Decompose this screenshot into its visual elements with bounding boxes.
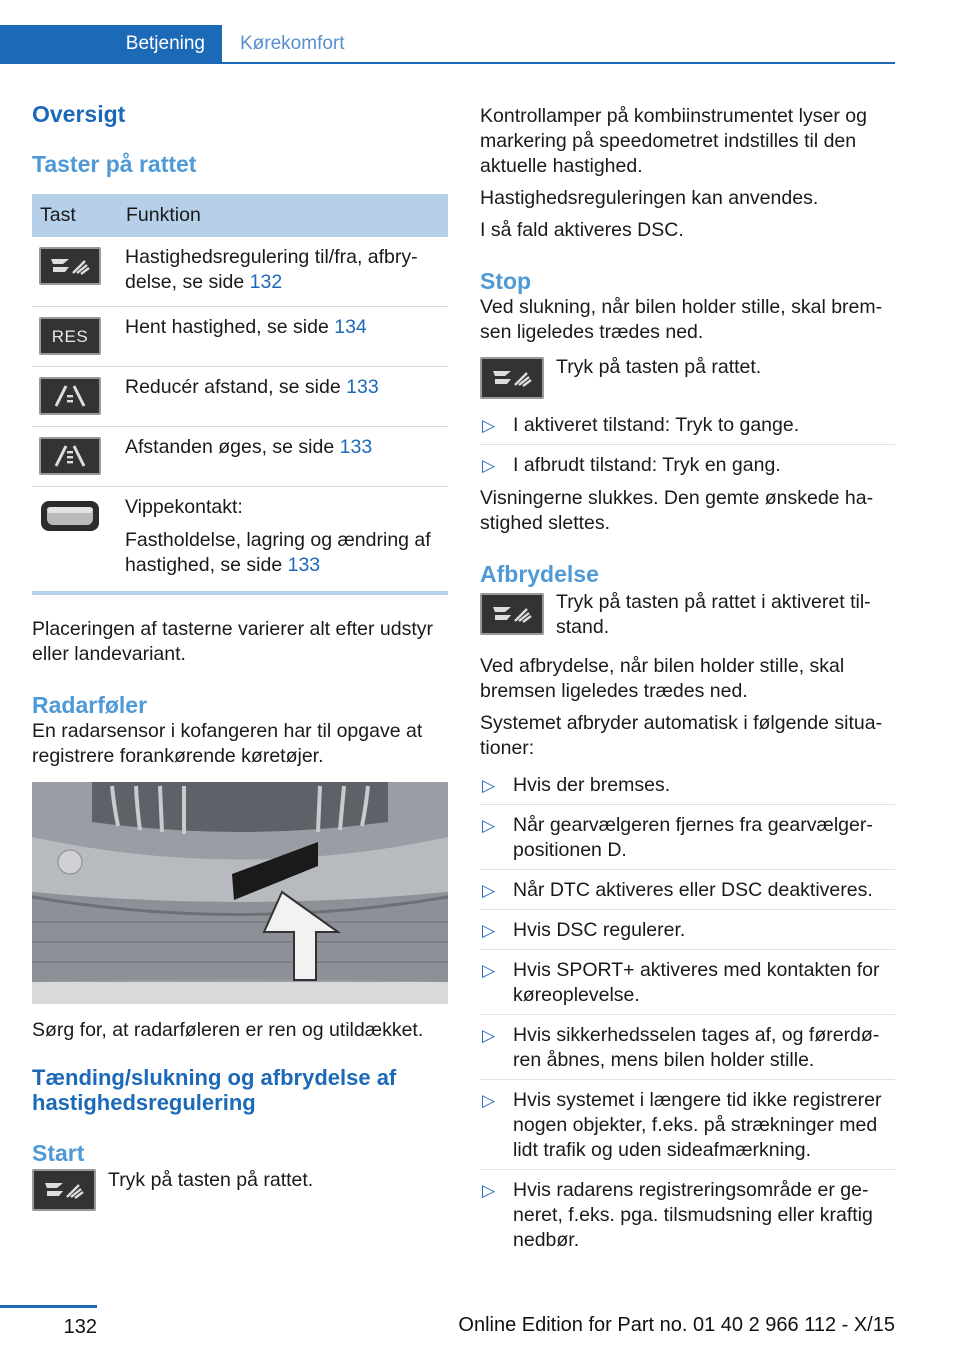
- tab-korekomfort[interactable]: Kørekomfort: [240, 33, 345, 54]
- res-key-icon: [39, 317, 101, 355]
- interrupt-text-2: Systemet afbryder automatisk i følgende situa-tioner:: [480, 712, 883, 759]
- list-item: ▷ Hvis der bremses.: [480, 773, 895, 805]
- auto-interrupt-list: [480, 773, 895, 1259]
- increase-distance-icon: [39, 437, 101, 475]
- stop-after-text: Visningerne slukkes. Den gemte ønskede ha-stighed slettes.: [480, 487, 874, 534]
- list-item: ▷ Når DTC aktiveres eller DSC deaktiveres.: [480, 878, 895, 910]
- heading-stop: Stop: [480, 268, 532, 294]
- heading-start: Start: [32, 1140, 85, 1166]
- interrupt-text-1: Ved afbrydelse, når bilen holder stille, skal bremsen ligeledes trædes ned.: [480, 655, 845, 702]
- row-text: Hent hastighed, se side: [125, 316, 335, 338]
- cruise-control-onoff-icon: [32, 1169, 96, 1211]
- heading-interrupt: Afbrydelse: [480, 561, 599, 587]
- res-key-label: RES: [51, 326, 89, 346]
- interrupt-icon-text: Tryk på tasten på rattet i aktiveret til-stand.: [556, 591, 871, 638]
- heading-section: Tænding/slukning og afbrydelse af hastighedsregulering: [32, 1065, 397, 1115]
- row-text: Reducér afstand, se side: [125, 376, 347, 398]
- triangle-bullet-icon: ▷: [482, 1181, 496, 1200]
- list-item: ▷ Hvis radarens registreringsområde er ge-neret, f.eks. pga. tilsmudsning eller kraftig nedbør.: [482, 1179, 873, 1251]
- heading-keys: Taster på rattet: [32, 151, 197, 177]
- cruise-control-onoff-icon: [480, 593, 544, 635]
- radar-sensor-image: [32, 782, 448, 1004]
- triangle-bullet-icon: ▷: [482, 1026, 496, 1045]
- list-item: ▷ Hvis DSC regulerer.: [480, 918, 895, 950]
- row-title: Vippekontakt:: [125, 496, 243, 518]
- table-row: [32, 427, 448, 487]
- table-row: [32, 487, 448, 594]
- triangle-bullet-icon: ▷: [482, 881, 496, 900]
- edition-footer: Online Edition for Part no. 01 40 2 966 112 - X/15: [458, 1314, 895, 1336]
- start-row: [32, 1168, 448, 1211]
- placement-note: Placeringen af tasterne varierer alt efter udstyr eller landevariant.: [32, 618, 434, 665]
- triangle-bullet-icon: ▷: [482, 921, 496, 940]
- table-row: [32, 367, 448, 427]
- list-item: ▷ Hvis SPORT+ aktiveres med kontakten for køreoplevelse.: [480, 958, 895, 1015]
- triangle-bullet-icon: ▷: [482, 456, 496, 475]
- keys-table: [32, 194, 448, 595]
- list-item: ▷ Hvis sikkerhedsselen tages af, og førerdø-ren åbnes, mens bilen holder stille.: [480, 1023, 895, 1080]
- stop-icon-text: Tryk på tasten på rattet.: [556, 356, 762, 378]
- triangle-bullet-icon: ▷: [482, 416, 496, 435]
- interrupt-row: [480, 590, 895, 640]
- radar-note: Sørg for, at radarføleren er ren og utildækket.: [32, 1019, 424, 1041]
- page-number: 132: [0, 1305, 97, 1339]
- triangle-bullet-icon: ▷: [482, 776, 496, 795]
- col-function-header: Funktion: [125, 194, 448, 237]
- heading-radar: Radarføler: [32, 692, 148, 718]
- row-text: Afstanden øges, se side: [125, 436, 340, 458]
- rocker-switch-icon: [39, 497, 101, 535]
- radar-text: En radarsensor i kofangeren har til opgave at registrere forankørende køretøjer.: [32, 720, 423, 767]
- cruise-control-onoff-icon: [480, 357, 544, 399]
- intro-text-2: Hastighedsreguleringen kan anvendes.: [480, 187, 819, 209]
- triangle-bullet-icon: ▷: [482, 961, 496, 980]
- chapter-tab-bar: [0, 25, 895, 64]
- table-row: [32, 307, 448, 367]
- cruise-control-onoff-icon: [39, 247, 101, 285]
- list-item: ▷ Når gearvælgeren fjernes fra gearvælger-positionen D.: [480, 813, 895, 870]
- stop-text: Ved slukning, når bilen holder stille, skal brem-sen ligeledes trædes ned.: [480, 296, 883, 343]
- heading-overview: Oversigt: [32, 101, 126, 127]
- right-column: [480, 104, 895, 1267]
- triangle-bullet-icon: ▷: [482, 1091, 496, 1110]
- row-text: Hastighedsregulering til/fra, afbry-delse, se side: [125, 246, 418, 293]
- page-link[interactable]: 133: [346, 376, 379, 398]
- page-link[interactable]: 133: [339, 436, 373, 458]
- tab-betjening[interactable]: Betjening: [0, 25, 222, 62]
- table-header-row: [32, 194, 448, 237]
- left-column: [32, 100, 448, 1211]
- list-item: ▷ I aktiveret tilstand: Tryk to gange.: [480, 413, 895, 445]
- table-row: [32, 237, 448, 307]
- page-link[interactable]: 133: [287, 554, 321, 576]
- page-link[interactable]: 134: [334, 316, 367, 338]
- triangle-bullet-icon: ▷: [482, 816, 496, 835]
- stop-row: [480, 355, 895, 399]
- list-item: ▷ I afbrudt tilstand: Tryk en gang.: [482, 454, 781, 476]
- reduce-distance-icon: [39, 377, 101, 415]
- list-item: ▷ Hvis systemet i længere tid ikke registrerer nogen objekter, f.eks. på strækninger med lidt trafik og uden sideafmærkning.: [480, 1088, 895, 1170]
- col-key-header: Tast: [32, 194, 125, 237]
- stop-list: [480, 413, 895, 484]
- intro-text-1: Kontrollamper på kombiinstrumentet lyser og markering på speedometret indstilles til den aktuelle hastighed.: [480, 105, 867, 177]
- page-link[interactable]: 132: [249, 271, 283, 293]
- intro-text-3: I så fald aktiveres DSC.: [480, 219, 684, 241]
- start-text: Tryk på tasten på rattet.: [108, 1169, 314, 1191]
- row-text: Fastholdelse, lagring og ændring af hastighed, se side: [125, 529, 431, 576]
